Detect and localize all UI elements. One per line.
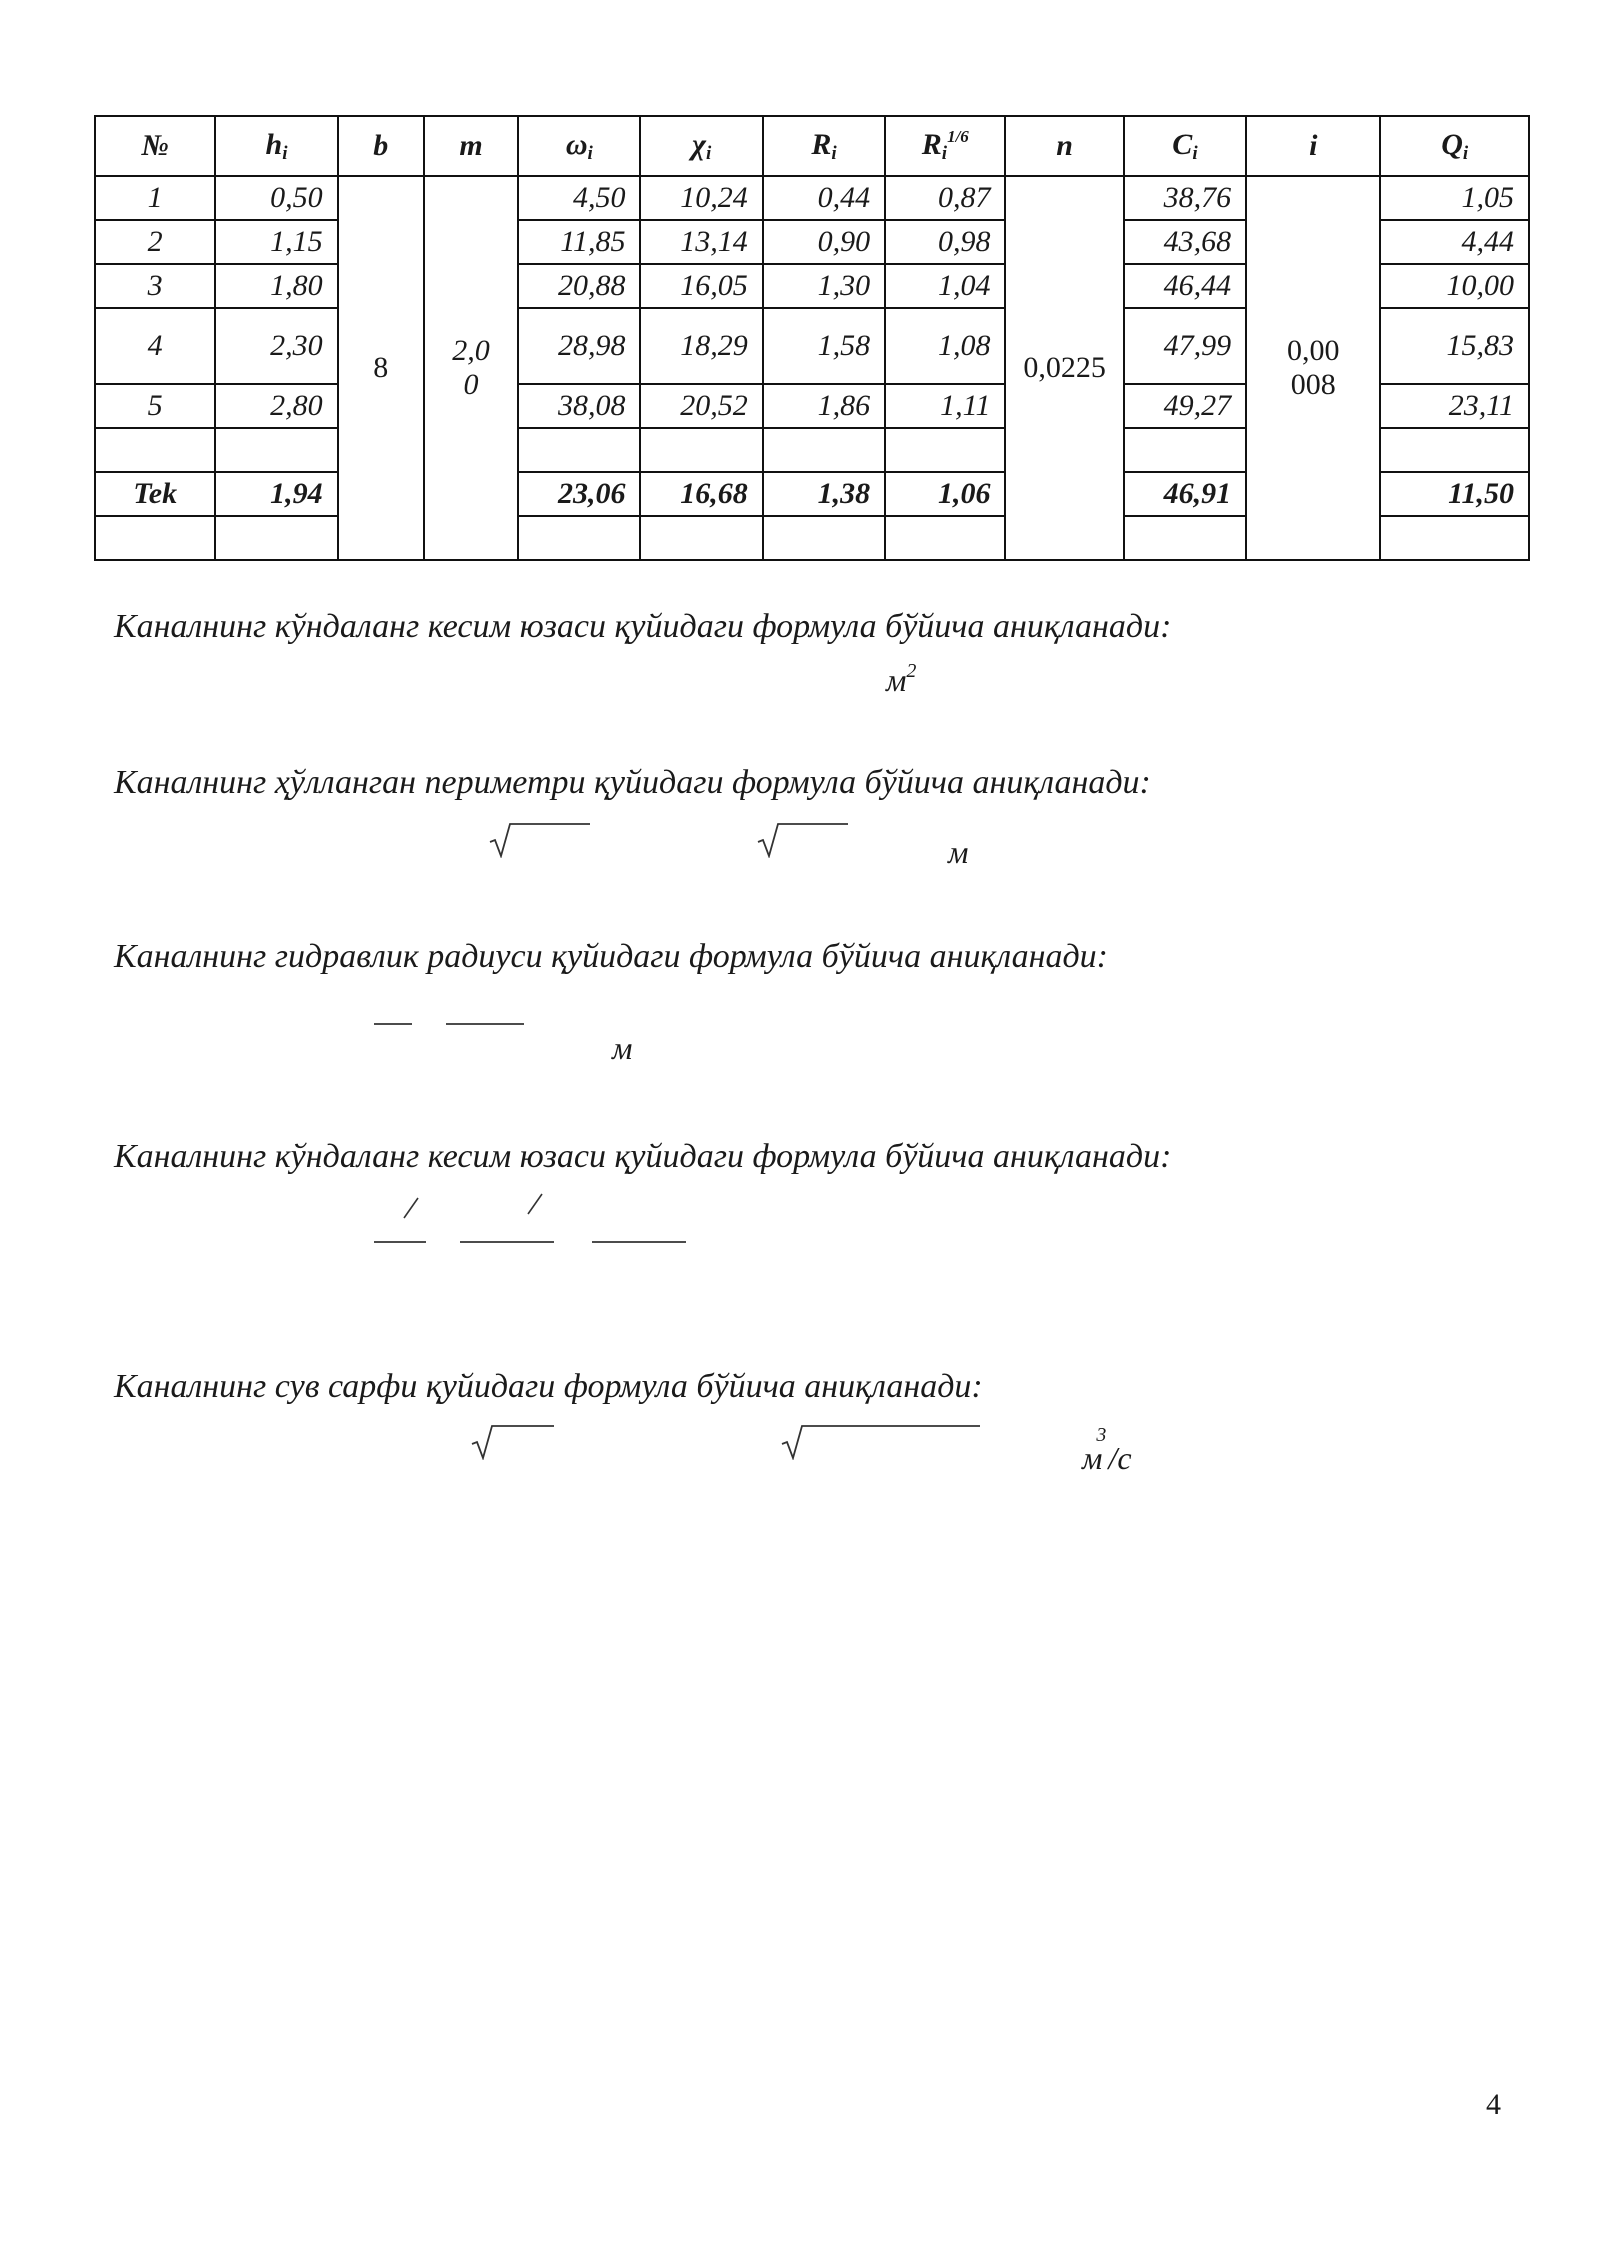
fraction-bar bbox=[374, 1240, 428, 1244]
cell-r16: 0,87 bbox=[885, 176, 1005, 220]
fraction-bar bbox=[592, 1240, 688, 1244]
cell-r16: 1,08 bbox=[885, 308, 1005, 384]
cell-h: 2,80 bbox=[215, 384, 337, 428]
sqrt-sign bbox=[756, 818, 850, 858]
sqrt-sign bbox=[780, 1420, 982, 1460]
cell-no: 2 bbox=[95, 220, 215, 264]
cell-r: 1,30 bbox=[763, 264, 885, 308]
cell-total-omega: 23,06 bbox=[518, 472, 640, 516]
cell-empty bbox=[215, 428, 337, 472]
cell-c: 49,27 bbox=[1124, 384, 1246, 428]
cell-i-merged: 0,00 008 bbox=[1246, 176, 1380, 560]
cell-total-c: 46,91 bbox=[1124, 472, 1246, 516]
calculation-table bbox=[94, 115, 1530, 561]
cell-no: 3 bbox=[95, 264, 215, 308]
section-1-unit: $м^2$ bbox=[886, 660, 917, 698]
cell-r16: 1,11 bbox=[885, 384, 1005, 428]
header-m: m bbox=[424, 116, 518, 176]
header-h: $h_i$ bbox=[215, 116, 337, 176]
cell-total-r16: 1,06 bbox=[885, 472, 1005, 516]
sqrt-sign bbox=[488, 818, 592, 858]
cell-total-r: 1,38 bbox=[763, 472, 885, 516]
cell-empty bbox=[1124, 516, 1246, 560]
cell-empty bbox=[95, 428, 215, 472]
cell-total-label: Tek bbox=[95, 472, 215, 516]
cell-q: 23,11 bbox=[1380, 384, 1529, 428]
cell-chi: 20,52 bbox=[640, 384, 762, 428]
cell-omega: 11,85 bbox=[518, 220, 640, 264]
cell-r16: 1,04 bbox=[885, 264, 1005, 308]
cell-omega: 20,88 bbox=[518, 264, 640, 308]
section-2-unit: м bbox=[948, 834, 969, 870]
cell-omega: 4,50 bbox=[518, 176, 640, 220]
header-chi: $\chi_i$ bbox=[640, 116, 762, 176]
header-i: i bbox=[1246, 116, 1380, 176]
cell-r: 0,44 bbox=[763, 176, 885, 220]
section-5-unit: $м^3/с$ bbox=[1082, 1424, 1132, 1476]
cell-no: 4 bbox=[95, 308, 215, 384]
cell-no: 5 bbox=[95, 384, 215, 428]
cell-omega: 28,98 bbox=[518, 308, 640, 384]
cell-r: 1,86 bbox=[763, 384, 885, 428]
section-1-text: Каналнинг кўндаланг кесим юзаси қуйидаги формула бўйича аниқланади: bbox=[114, 608, 1172, 645]
header-r: $R_i$ bbox=[763, 116, 885, 176]
header-n: n bbox=[1005, 116, 1123, 176]
header-q: $Q_i$ bbox=[1380, 116, 1529, 176]
table-header-row bbox=[95, 116, 1529, 176]
cell-empty bbox=[1380, 428, 1529, 472]
cell-empty bbox=[640, 516, 762, 560]
section-5-text: Каналнинг сув сарфи қуйидаги формула бўйича аниқланади: bbox=[114, 1368, 983, 1405]
cell-q: 15,83 bbox=[1380, 308, 1529, 384]
cell-empty bbox=[763, 428, 885, 472]
cell-chi: 16,05 bbox=[640, 264, 762, 308]
cell-empty bbox=[885, 428, 1005, 472]
header-c: $C_i$ bbox=[1124, 116, 1246, 176]
slash-mark bbox=[526, 1192, 546, 1216]
slash-mark bbox=[402, 1196, 422, 1220]
cell-total-q: 11,50 bbox=[1380, 472, 1529, 516]
cell-h: 1,15 bbox=[215, 220, 337, 264]
cell-q: 1,05 bbox=[1380, 176, 1529, 220]
cell-r16: 0,98 bbox=[885, 220, 1005, 264]
cell-h: 0,50 bbox=[215, 176, 337, 220]
cell-empty bbox=[518, 516, 640, 560]
cell-r: 1,58 bbox=[763, 308, 885, 384]
header-b: b bbox=[338, 116, 424, 176]
cell-c: 46,44 bbox=[1124, 264, 1246, 308]
sqrt-sign bbox=[470, 1420, 556, 1460]
cell-empty bbox=[518, 428, 640, 472]
cell-empty bbox=[215, 516, 337, 560]
section-2-text: Каналнинг ҳўлланган периметри қуйидаги формула бўйича аниқланади: bbox=[114, 764, 1151, 801]
cell-empty bbox=[763, 516, 885, 560]
fraction-bar bbox=[460, 1240, 556, 1244]
cell-chi: 18,29 bbox=[640, 308, 762, 384]
cell-q: 4,44 bbox=[1380, 220, 1529, 264]
cell-q: 10,00 bbox=[1380, 264, 1529, 308]
cell-h: 1,80 bbox=[215, 264, 337, 308]
section-4-text: Каналнинг кўндаланг кесим юзаси қуйидаги формула бўйича аниқланади: bbox=[114, 1138, 1172, 1175]
cell-r: 0,90 bbox=[763, 220, 885, 264]
cell-empty bbox=[640, 428, 762, 472]
cell-chi: 10,24 bbox=[640, 176, 762, 220]
fraction-bar bbox=[446, 1022, 526, 1026]
cell-n-merged: 0,0225 bbox=[1005, 176, 1123, 560]
table-row bbox=[95, 176, 1529, 220]
fraction-bar bbox=[374, 1022, 414, 1026]
section-3-text: Каналнинг гидравлик радиуси қуйидаги формула бўйича аниқланади: bbox=[114, 938, 1108, 975]
header-r16: $R_i^{1/6}$ bbox=[885, 116, 1005, 176]
cell-empty bbox=[885, 516, 1005, 560]
cell-empty bbox=[95, 516, 215, 560]
cell-total-chi: 16,68 bbox=[640, 472, 762, 516]
cell-c: 43,68 bbox=[1124, 220, 1246, 264]
page-number: 4 bbox=[1486, 2088, 1501, 2121]
section-3-unit: м bbox=[612, 1030, 633, 1066]
cell-chi: 13,14 bbox=[640, 220, 762, 264]
cell-empty bbox=[1124, 428, 1246, 472]
cell-m-merged: 2,0 0 bbox=[424, 176, 518, 560]
header-no: № bbox=[95, 116, 215, 176]
cell-c: 38,76 bbox=[1124, 176, 1246, 220]
cell-omega: 38,08 bbox=[518, 384, 640, 428]
cell-b-merged: 8 bbox=[338, 176, 424, 560]
cell-c: 47,99 bbox=[1124, 308, 1246, 384]
cell-total-h: 1,94 bbox=[215, 472, 337, 516]
cell-h: 2,30 bbox=[215, 308, 337, 384]
header-omega: $\omega_i$ bbox=[518, 116, 640, 176]
cell-empty bbox=[1380, 516, 1529, 560]
cell-no: 1 bbox=[95, 176, 215, 220]
